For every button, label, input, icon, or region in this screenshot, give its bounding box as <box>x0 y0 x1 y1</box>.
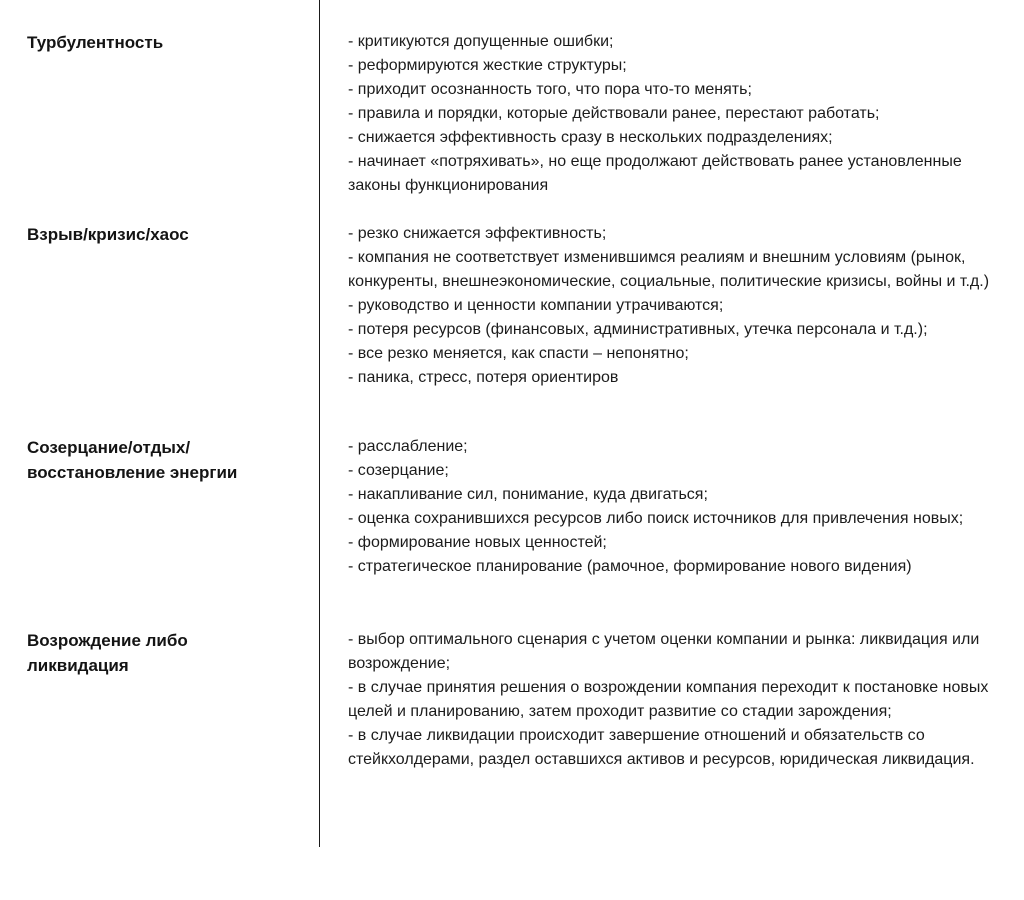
stage-description-item: - снижается эффективность сразу в нескольких подразделениях; <box>348 129 833 146</box>
stage-description-item: - оценка сохранившихся ресурсов либо поиск источников для привлечения новых; <box>348 510 964 527</box>
stage-name-cell <box>0 628 319 678</box>
stage-description-item: - резко снижается эффективность; <box>348 225 607 242</box>
stage-description-item: - накапливание сил, понимание, куда двигаться; <box>348 486 708 503</box>
stage-description-item: - компания не соответствует изменившимся реалиям и внешним условиям (рынок, конкуренты, внешнеэкономические, социальные, политические кризисы, войны и т.д.) <box>348 249 990 290</box>
stage-name-cell <box>0 30 319 55</box>
stage-description-item: - выбор оптимального сценария с учетом оценки компании и рынка: ликвидация или возрождение; <box>348 631 980 672</box>
stage-description-cell <box>348 222 1008 390</box>
stage-name: Взрыв/кризис/хаос <box>27 225 189 244</box>
table-row <box>0 628 1024 772</box>
table-row <box>0 222 1024 390</box>
stage-description-cell <box>348 30 1008 198</box>
stage-name: Созерцание/отдых/ <box>27 438 191 457</box>
stage-description-item: - приходит осознанность того, что пора что-то менять; <box>348 81 752 98</box>
stage-description-item: - реформируются жесткие структуры; <box>348 57 627 74</box>
stage-description-item: - в случае принятия решения о возрождении компания переходит к постановке новых целей и планированию, затем проходит развитие со стадии зарождения; <box>348 679 989 720</box>
stage-name: Возрождение либо <box>27 631 188 650</box>
stage-description-item: - стратегическое планирование (рамочное, формирование нового видения) <box>348 558 912 575</box>
stage-description-item: - начинает «потряхивать», но еще продолжают действовать ранее установленные законы функционирования <box>348 153 962 194</box>
stage-description-item: - расслабление; <box>348 438 468 455</box>
stage-description-item: - критикуются допущенные ошибки; <box>348 33 614 50</box>
stage-description-item: - паника, стресс, потеря ориентиров <box>348 369 619 386</box>
stage-name-cell <box>0 435 319 485</box>
stage-name: ликвидация <box>27 656 129 675</box>
stage-name-cell <box>0 222 319 247</box>
stage-description-item: - все резко меняется, как спасти – непонятно; <box>348 345 689 362</box>
stage-description-item: - потеря ресурсов (финансовых, административных, утечка персонала и т.д.); <box>348 321 928 338</box>
stage-description-item: - правила и порядки, которые действовали ранее, перестают работать; <box>348 105 880 122</box>
stage-description-item: - в случае ликвидации происходит завершение отношений и обязательств со стейкхолдерами, раздел оставшихся активов и ресурсов, юридическая ликвидация. <box>348 727 975 768</box>
table-row <box>0 30 1024 198</box>
stage-description-item: - руководство и ценности компании утрачиваются; <box>348 297 724 314</box>
stage-description-cell <box>348 628 1008 772</box>
stage-description-item: - формирование новых ценностей; <box>348 534 607 551</box>
table-row <box>0 435 1024 579</box>
stage-name: Турбулентность <box>27 33 164 52</box>
stage-description-item: - созерцание; <box>348 462 449 479</box>
stage-description-cell <box>348 435 1008 579</box>
stage-name: восстановление энергии <box>27 463 238 482</box>
